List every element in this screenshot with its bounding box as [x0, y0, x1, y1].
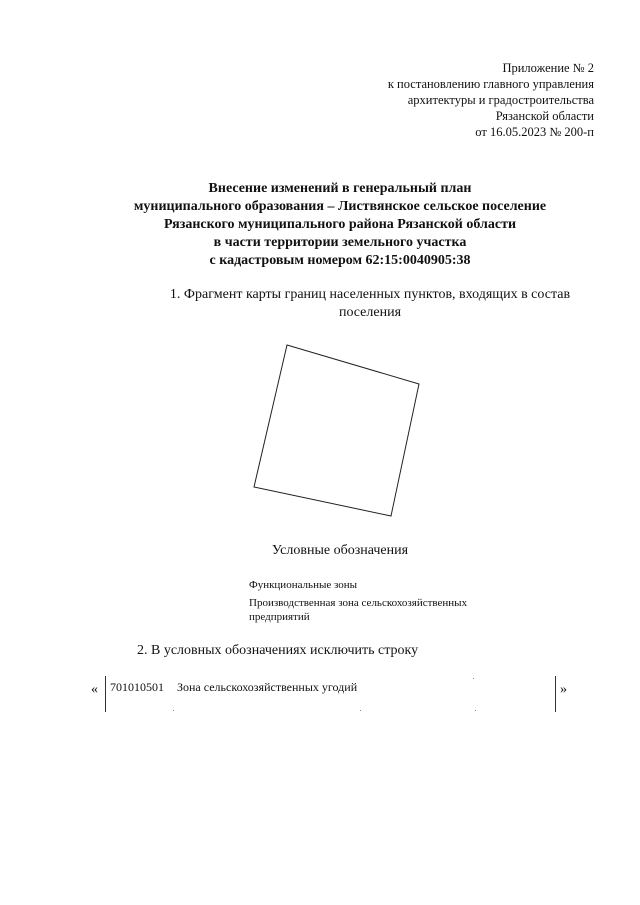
row-mark [360, 710, 361, 711]
document-title [0, 180, 640, 270]
row-code: 701010501 [110, 680, 164, 694]
section-1-heading: 1. Фрагмент карты границ населенных пунктов, входящих в состав поселения [169, 287, 571, 320]
section-2-heading: 2. В условных обозначениях исключить строку [137, 643, 419, 658]
annex-number: Приложение № 2 [502, 61, 594, 75]
row-mark [173, 710, 174, 711]
legend-category: Функциональные зоны [249, 579, 358, 591]
annex-header [388, 60, 594, 140]
row-mark [475, 710, 476, 711]
title-line-5: с кадастровым номером 62:15:0040905:38 [209, 253, 471, 268]
title-line-1: Внесение изменений в генеральный план [208, 181, 472, 196]
row-zone-name: Зона сельскохозяйственных угодий [177, 680, 358, 694]
row-left-border [105, 676, 106, 712]
annex-authority: архитектуры и градостроительства [407, 93, 594, 107]
open-quote: « [91, 682, 98, 697]
title-line-4: в части территории земельного участка [213, 235, 467, 250]
row-right-border [555, 676, 556, 712]
close-quote: » [560, 682, 567, 697]
annex-region: Рязанской области [495, 109, 594, 123]
excluded-legend-row [0, 676, 640, 716]
legend-title: Условные обозначения [271, 543, 409, 558]
land-plot-boundary [240, 336, 440, 526]
title-line-2: муниципального образования – Листвянское сельское поселение [133, 199, 547, 214]
annex-to-resolution: к постановлению главного управления [387, 77, 594, 91]
annex-date-number: от 16.05.2023 № 200-п [475, 125, 594, 139]
plot-polygon [254, 345, 419, 516]
row-mark [473, 678, 474, 679]
legend [249, 578, 519, 624]
legend-item: Производственная зона сельскохозяйственных предприятий [249, 597, 468, 623]
title-line-3: Рязанского муниципального района Рязанской области [163, 217, 517, 232]
